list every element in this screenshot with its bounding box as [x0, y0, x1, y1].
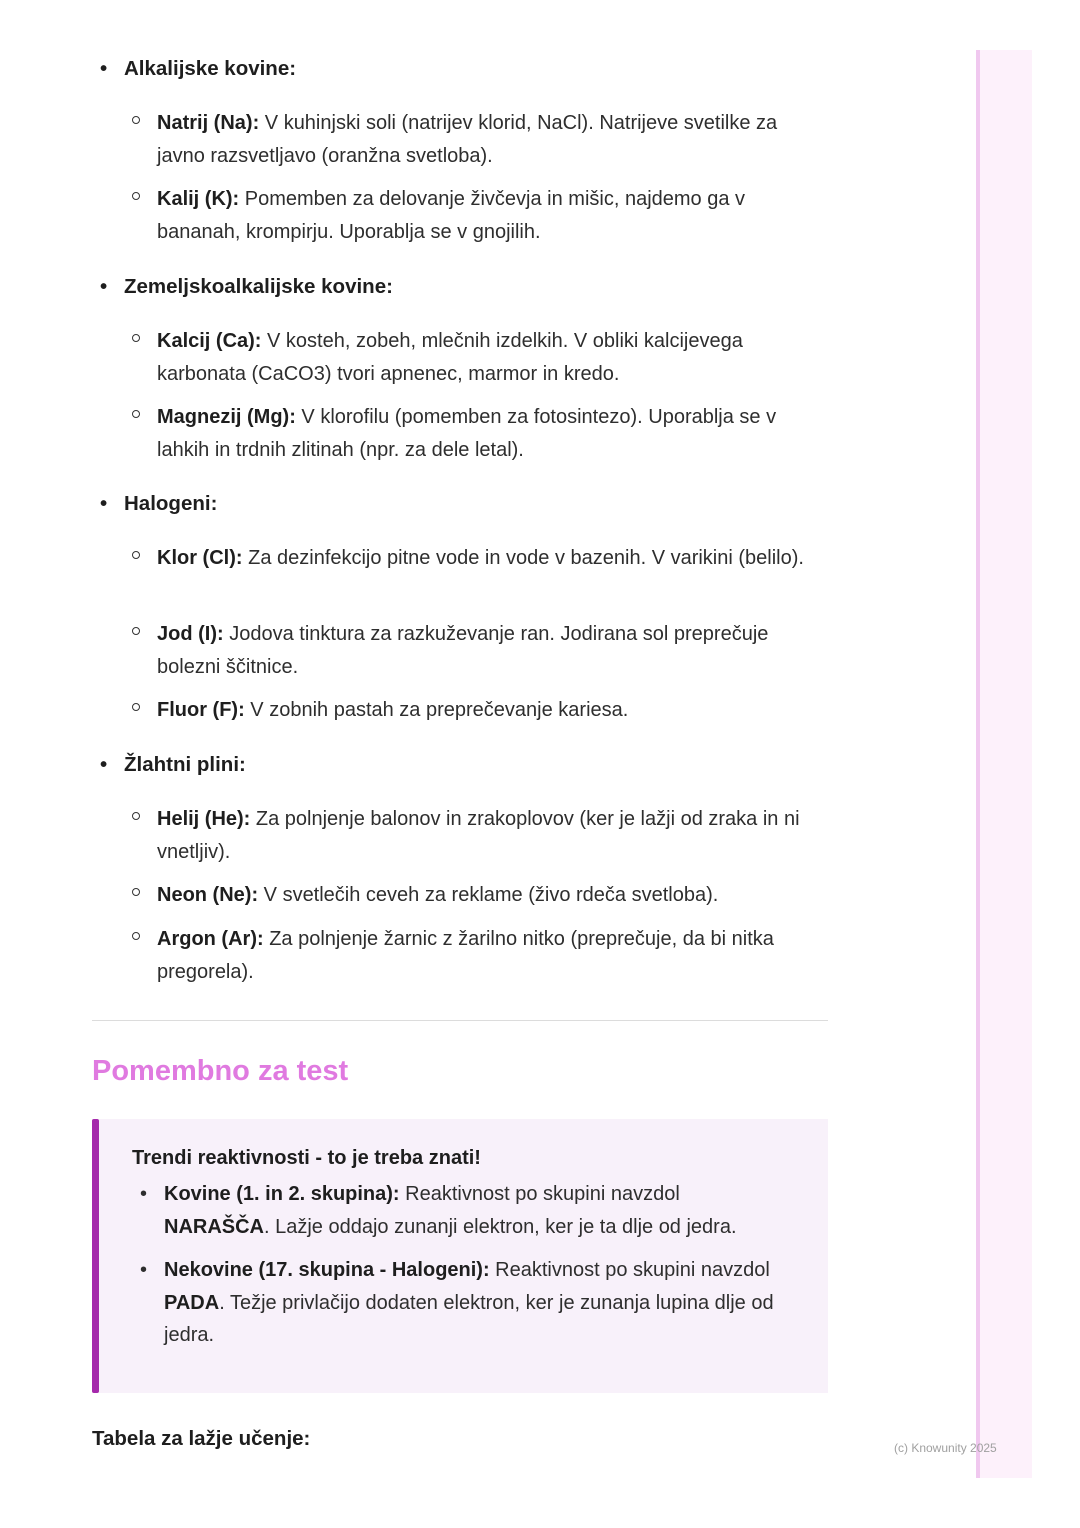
- bullet-icon: •: [100, 275, 108, 298]
- circle-bullet-icon: [132, 192, 140, 200]
- item-term: Kovine (1. in 2. skupina):: [164, 1183, 400, 1205]
- item-term: Jod (I):: [157, 623, 224, 645]
- item-text: Za dezinfekcijo pitne vode in vode v bazenih. V varikini (belilo).: [242, 547, 804, 569]
- circle-bullet-icon: [132, 932, 140, 940]
- list-item: [132, 923, 822, 988]
- bullet-icon: •: [100, 753, 108, 776]
- list-item: [132, 183, 822, 248]
- list-item: [132, 803, 822, 868]
- item-text: V kuhinjski soli (natrijev klorid, NaCl). Natrijeve svetilke za javno razsvetljavo (oranžna svetloba).: [157, 112, 778, 167]
- circle-bullet-icon: [132, 551, 140, 559]
- circle-bullet-icon: [132, 410, 140, 418]
- item-text: Jodova tinktura za razkuževanje ran. Jodirana sol preprečuje bolezni ščitnice.: [157, 623, 769, 678]
- item-text: Za polnjenje žarnic z žarilno nitko (preprečuje, da bi nitka pregorela).: [157, 928, 774, 983]
- list-item: [132, 618, 822, 683]
- list-item: [132, 107, 822, 172]
- circle-bullet-icon: [132, 627, 140, 635]
- callout-item: • Nekovine (17. skupina - Halogeni): Reaktivnost po skupini navzdol PADA. Težje privlačijo dodaten elektron, ker je zunanja lupina dlje od jedra.: [140, 1254, 780, 1352]
- item-term: Klor (Cl):: [157, 547, 243, 569]
- important-callout: [92, 1119, 828, 1393]
- emphasis: PADA: [164, 1291, 220, 1314]
- item-text: V klorofilu (pomemben za fotosintezo). Uporablja se v lahkih in trdnih zlitinah (npr. za dele letal).: [157, 406, 777, 461]
- bullet-icon: •: [100, 57, 108, 80]
- item-text: Za polnjenje balonov in zrakoplovov (ker je lažji od zraka in ni vnetljiv).: [157, 808, 800, 863]
- section-heading: Pomembno za test: [92, 1055, 349, 1087]
- item-term: Argon (Ar):: [157, 928, 264, 950]
- list-item: [132, 694, 822, 727]
- watermark: (c) Knowunity 2025: [894, 1441, 997, 1455]
- circle-bullet-icon: [132, 703, 140, 711]
- emphasis: NARAŠČA: [164, 1215, 264, 1238]
- item-term: Neon (Ne):: [157, 884, 259, 906]
- item-term: Kalcij (Ca):: [157, 330, 262, 352]
- list-item: [132, 325, 822, 390]
- bullet-icon: •: [100, 492, 108, 515]
- item-term: Kalij (K):: [157, 188, 240, 210]
- item-term: Magnezij (Mg):: [157, 406, 296, 428]
- item-term: Helij (He):: [157, 808, 251, 830]
- section-divider: [92, 1020, 828, 1021]
- item-text: V zobnih pastah za preprečevanje kariesa.: [244, 699, 629, 721]
- list-item: [132, 401, 822, 466]
- item-term: Natrij (Na):: [157, 112, 260, 134]
- list-item: [132, 542, 822, 575]
- item-text: V svetlečih ceveh za reklame (živo rdeča svetloba).: [258, 884, 719, 906]
- margin-band: [976, 50, 1032, 1478]
- circle-bullet-icon: [132, 334, 140, 342]
- callout-title: Trendi reaktivnosti - to je treba znati!: [132, 1147, 481, 1169]
- circle-bullet-icon: [132, 116, 140, 124]
- callout-accent-bar: [92, 1119, 99, 1393]
- bullet-icon: •: [140, 1259, 148, 1281]
- circle-bullet-icon: [132, 888, 140, 896]
- table-label: Tabela za lažje učenje:: [92, 1427, 311, 1450]
- item-text: V kosteh, zobeh, mlečnih izdelkih. V obliki kalcijevega karbonata (CaCO3) tvori apnenec, marmor in kredo.: [157, 330, 743, 385]
- margin-line: [976, 50, 980, 1478]
- item-term: Fluor (F):: [157, 699, 245, 721]
- list-item: [132, 879, 822, 912]
- bullet-icon: •: [140, 1183, 148, 1205]
- circle-bullet-icon: [132, 812, 140, 820]
- callout-item: • Kovine (1. in 2. skupina): Reaktivnost po skupini navzdol NARAŠČA. Lažje oddajo zunanji elektron, ker je ta dlje od jedra.: [140, 1178, 780, 1243]
- item-term: Nekovine (17. skupina - Halogeni):: [164, 1259, 490, 1281]
- item-text: Pomemben za delovanje živčevja in mišic, najdemo ga v bananah, krompirju. Uporablja se v gnojilih.: [157, 188, 746, 243]
